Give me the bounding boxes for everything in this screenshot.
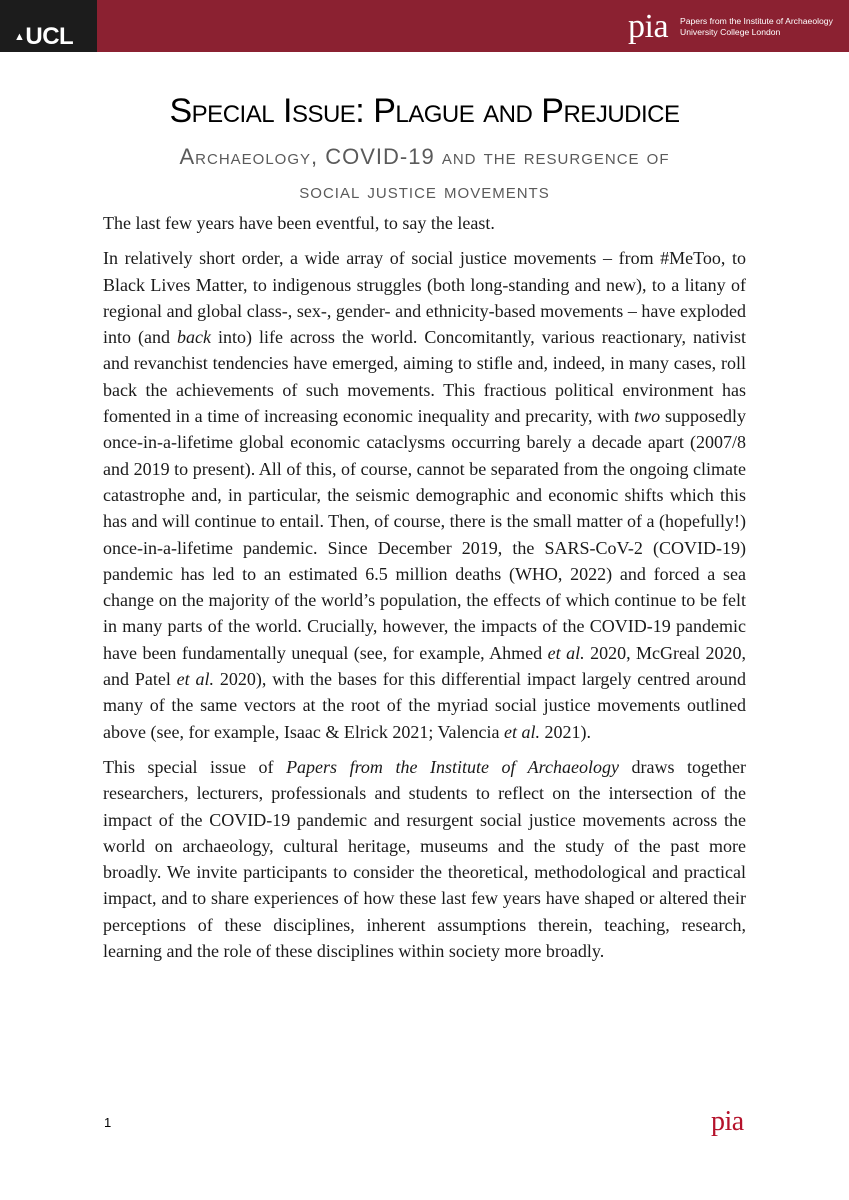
- pia-logo: pia: [628, 8, 669, 45]
- paragraph-3: [103, 754, 746, 964]
- subtitle-line2: social justice movements: [299, 178, 550, 203]
- p2-text-i: 2020), with the bases for this differential impact largely centred around many of the same vectors at the root of the myriad social justice movements outlined above (see, for example, Isaac & Elrick 2021; Valencia: [103, 669, 746, 742]
- p2-text-k: 2021).: [540, 721, 592, 742]
- pia-footer-logo: pia: [711, 1106, 744, 1137]
- pia-tagline-line1: Papers from the Institute of Archaeology: [680, 16, 833, 26]
- p3-journal-title: Papers from the Institute of Archaeology: [286, 756, 619, 777]
- p2-etal-2: et al.: [176, 669, 215, 690]
- p3-text-c: draws together researchers, lecturers, professionals and students to reflect on the intersection of the impact of the COVID-19 pandemic and resurgent social justice movements across the world on archaeology, cultural heritage, museums and the study of the past more broadly. We invite participants to consider the theoretical, methodological and practical impact, and to share experiences of how these last few years have shaped or altered their perceptions of these disciplines, inherent assumptions therein, teaching, research, learning and the role of these disciplines within society more broadly.: [103, 756, 746, 962]
- p2-text-a: In relatively short order, a wide array of social justice movements – from #MeToo, to Black Lives Matter, to indigenous struggles (both long-standing and new), to a litany of regional and global class-, sex-, gender- and ethnicity-based movements – have exploded into (and: [103, 248, 746, 348]
- p3-text-a: This special issue of: [103, 756, 287, 777]
- paragraph-1: The last few years have been eventful, to say the least.: [103, 213, 495, 233]
- header-banner: [0, 0, 849, 52]
- p2-etal-3: et al.: [504, 721, 541, 742]
- p2-etal-1: et al.: [547, 642, 585, 663]
- p2-emphasis-two: two: [634, 406, 661, 427]
- page-number: 1: [104, 1115, 112, 1130]
- ucl-logo: ▲UCL: [14, 23, 74, 50]
- p2-text-e: supposedly once-in-a-lifetime global economic cataclysms occurring barely a decade apart (2007/8 and 2019 to present). All of this, of course, cannot be separated from the ongoing climate catastrophe and, in particular, the seismic demographic and economic shifts which this has and will continue to entail. Then, of course, there is the small matter of a (hopefully!) once-in-a-lifetime pandemic. Since December 2019, the SARS-CoV-2 (COVID-19) pandemic has led to an estimated 6.5 million deaths (WHO, 2022) and forced a sea change on the majority of the world’s population, the effects of which continue to be felt in many parts of the world. Crucially, however, the impacts of the COVID-19 pandemic have been fundamentally unequal (see, for example, Ahmed: [103, 406, 747, 663]
- ucl-logo-block: [0, 0, 97, 52]
- article-body: [103, 210, 746, 973]
- pia-tagline: [680, 16, 849, 38]
- p2-text-c: into) life across the world. Concomitantly, various reactionary, nativist and revanchist tendencies have emerged, aiming to stifle and, indeed, in many cases, roll back the achievements of such movements. This fractious political environment has fomented in a time of increasing economic inequality and precarity, with: [103, 327, 746, 427]
- paragraph-2: [103, 245, 746, 745]
- pia-tagline-line2: University College London: [680, 27, 781, 37]
- page-subtitle: [150, 140, 699, 208]
- p2-text-g: 2020, McGreal 2020, and Patel: [103, 642, 746, 690]
- page-title: Special Issue: Plague and Prejudice: [169, 92, 680, 130]
- subtitle-line1: Archaeology, COVID-19 and the resurgence of: [179, 144, 670, 169]
- p2-emphasis-back: back: [176, 327, 211, 348]
